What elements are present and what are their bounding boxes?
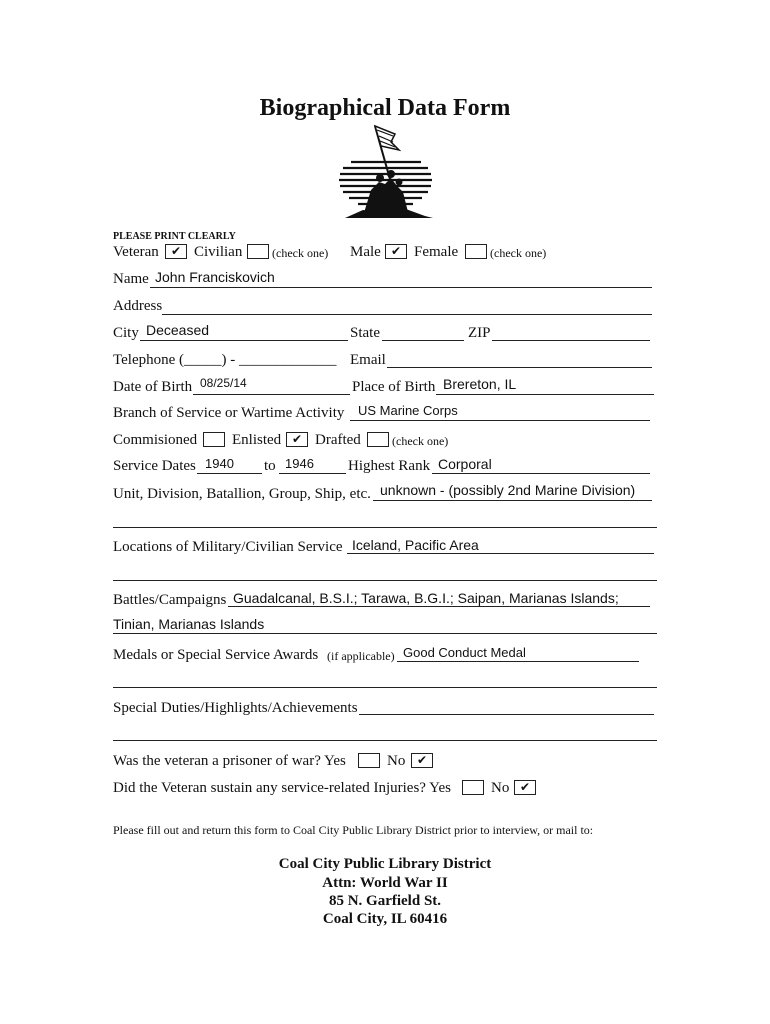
branch-line bbox=[350, 420, 650, 421]
battles-line-2 bbox=[113, 633, 657, 634]
unit-line bbox=[373, 500, 652, 501]
drafted-label: Drafted bbox=[315, 432, 361, 448]
commissioned-label: Commisioned bbox=[113, 432, 198, 448]
email-label: Email bbox=[350, 352, 386, 368]
commissioned-checkbox[interactable] bbox=[203, 432, 225, 447]
service-dates-label: Service Dates bbox=[113, 458, 196, 474]
telephone-field[interactable]: Telephone (_____) - _____________ bbox=[113, 352, 337, 368]
service-to-line bbox=[279, 473, 346, 474]
pob-field[interactable]: Brereton, IL bbox=[443, 376, 517, 392]
duties-line-2 bbox=[113, 740, 657, 741]
medals-label: Medals or Special Service Awards bbox=[113, 647, 319, 663]
locations-label: Locations of Military/Civilian Service bbox=[113, 539, 343, 555]
female-checkbox[interactable] bbox=[465, 244, 487, 259]
name-field[interactable]: John Franciskovich bbox=[155, 269, 275, 285]
civilian-checkbox[interactable] bbox=[247, 244, 269, 259]
check-one-note-3: (check one) bbox=[392, 434, 449, 448]
female-label: Female bbox=[414, 244, 459, 260]
enlisted-label: Enlisted bbox=[232, 432, 282, 448]
unit-field[interactable]: unknown - (possibly 2nd Marine Division) bbox=[380, 482, 636, 498]
battles-field[interactable]: Guadalcanal, B.S.I.; Tarawa, B.G.I.; Saipan, Marianas Islands; bbox=[233, 590, 619, 606]
dob-line bbox=[193, 394, 350, 395]
enlisted-checkbox[interactable]: ✔ bbox=[286, 432, 308, 447]
unit-label: Unit, Division, Batallion, Group, Ship, etc. bbox=[113, 486, 371, 502]
service-to-field[interactable]: 1946 bbox=[285, 456, 314, 471]
rank-label: Highest Rank bbox=[348, 458, 431, 474]
flag-raising-emblem-icon bbox=[333, 120, 438, 220]
injuries-no-checkbox[interactable]: ✔ bbox=[514, 780, 536, 795]
attn-line: Attn: World War II bbox=[322, 875, 448, 891]
street-line: 85 N. Garfield St. bbox=[328, 893, 442, 909]
battles-field-2[interactable]: Tinian, Marianas Islands bbox=[113, 616, 265, 632]
library-name: Coal City Public Library District bbox=[278, 856, 492, 872]
zip-field[interactable] bbox=[492, 340, 650, 341]
service-from-field[interactable]: 1940 bbox=[205, 456, 234, 471]
pow-no-checkbox[interactable]: ✔ bbox=[411, 753, 433, 768]
instructions-text: Please fill out and return this form to Coal City Public Library District prior to interview, or mail to: bbox=[113, 823, 594, 837]
injuries-label: Did the Veteran sustain any service-related Injuries? Yes bbox=[113, 780, 451, 796]
pob-label: Place of Birth bbox=[352, 379, 436, 395]
name-label: Name bbox=[113, 271, 149, 287]
rank-field[interactable]: Corporal bbox=[438, 456, 492, 472]
city-line bbox=[140, 340, 348, 341]
pow-no-label: No bbox=[387, 753, 406, 769]
pob-line bbox=[436, 394, 654, 395]
form-title: Biographical Data Form bbox=[259, 95, 511, 121]
zip-label: ZIP bbox=[468, 325, 491, 341]
battles-line bbox=[228, 606, 650, 607]
service-to-label: to bbox=[264, 458, 276, 474]
name-line bbox=[150, 287, 652, 288]
city-state-zip-line: Coal City, IL 60416 bbox=[322, 911, 448, 927]
medals-if-applicable: (if applicable) bbox=[327, 649, 395, 663]
pow-label: Was the veteran a prisoner of war? Yes bbox=[113, 753, 346, 769]
male-label: Male bbox=[350, 244, 381, 260]
medals-line-2 bbox=[113, 687, 657, 688]
battles-label: Battles/Campaigns bbox=[113, 592, 227, 608]
check-one-note-1: (check one) bbox=[272, 246, 329, 260]
medals-line bbox=[397, 661, 639, 662]
duties-field[interactable] bbox=[359, 714, 654, 715]
branch-field[interactable]: US Marine Corps bbox=[358, 403, 458, 418]
locations-line-2 bbox=[113, 580, 657, 581]
rank-line bbox=[432, 473, 650, 474]
male-checkbox[interactable]: ✔ bbox=[385, 244, 407, 259]
drafted-checkbox[interactable] bbox=[367, 432, 389, 447]
service-from-line bbox=[197, 473, 262, 474]
dob-label: Date of Birth bbox=[113, 379, 193, 395]
locations-line bbox=[347, 553, 654, 554]
branch-label: Branch of Service or Wartime Activity bbox=[113, 405, 345, 421]
state-label: State bbox=[350, 325, 380, 341]
veteran-checkbox[interactable]: ✔ bbox=[165, 244, 187, 259]
injuries-no-label: No bbox=[491, 780, 510, 796]
duties-label: Special Duties/Highlights/Achievements bbox=[113, 700, 358, 716]
veteran-label: Veteran bbox=[113, 244, 159, 260]
state-field[interactable] bbox=[382, 340, 464, 341]
injuries-yes-checkbox[interactable] bbox=[462, 780, 484, 795]
locations-field[interactable]: Iceland, Pacific Area bbox=[352, 537, 479, 553]
address-label: Address bbox=[113, 298, 163, 314]
city-field[interactable]: Deceased bbox=[146, 322, 210, 338]
dob-field[interactable]: 08/25/14 bbox=[200, 376, 247, 390]
medals-field[interactable]: Good Conduct Medal bbox=[403, 645, 526, 660]
check-one-note-2: (check one) bbox=[490, 246, 547, 260]
address-field[interactable] bbox=[162, 314, 652, 315]
pow-yes-checkbox[interactable] bbox=[358, 753, 380, 768]
print-clearly-note: PLEASE PRINT CLEARLY bbox=[113, 231, 236, 242]
city-label: City bbox=[113, 325, 139, 341]
email-field[interactable] bbox=[387, 367, 652, 368]
civilian-label: Civilian bbox=[194, 244, 243, 260]
unit-line-2 bbox=[113, 527, 657, 528]
